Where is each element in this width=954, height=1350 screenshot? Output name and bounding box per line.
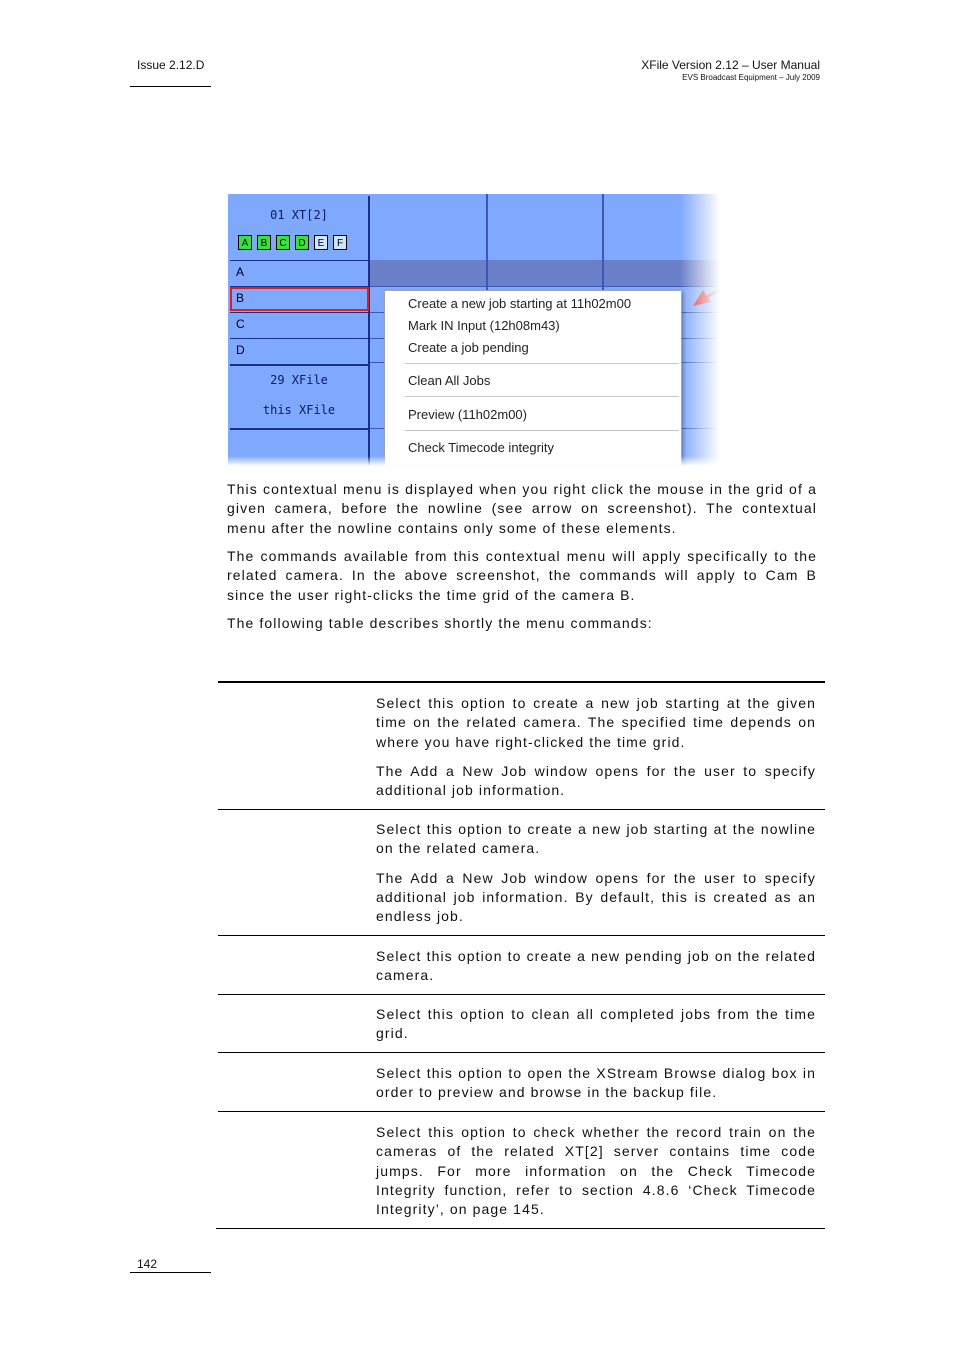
menu-separator bbox=[405, 363, 679, 364]
table-row-rule bbox=[218, 994, 825, 995]
menu-check-timecode[interactable]: Check Timecode integrity bbox=[408, 440, 554, 455]
menu-create-job-pending[interactable]: Create a job pending bbox=[408, 340, 529, 355]
table-row bbox=[376, 820, 816, 936]
table-row bbox=[376, 694, 816, 810]
menu-separator bbox=[405, 430, 679, 431]
channel-chip-a[interactable]: A bbox=[238, 235, 252, 250]
row-check-timecode-desc: Select this option to check whether the record train on the cameras of the related XT[2] server contains time code jumps. For more information on the Check Timecode Integrity function, refer to section 4.8.6 ‘Check Timecode Integrity’, on page 145. bbox=[376, 1124, 816, 1218]
screenshot-fade-bottom bbox=[228, 456, 720, 466]
this-xfile-label: this XFile bbox=[262, 403, 336, 417]
row-create-new-job-desc: Select this option to create a new job starting at the given time on the related camera. The specified time depends on where you have right-clicked the time grid. bbox=[376, 695, 816, 750]
grid-row-line bbox=[370, 286, 720, 287]
panel-divider bbox=[230, 338, 368, 339]
header-rule bbox=[130, 86, 211, 87]
camera-row-d[interactable]: D bbox=[236, 343, 245, 357]
panel-divider bbox=[230, 428, 368, 430]
camera-row-c[interactable]: C bbox=[236, 317, 245, 331]
channel-chip-e[interactable]: E bbox=[314, 235, 328, 250]
channel-chip-c[interactable]: C bbox=[276, 235, 290, 250]
panel-divider bbox=[230, 364, 368, 366]
menu-create-new-job[interactable]: Create a new job starting at 11h02m00 bbox=[408, 296, 632, 311]
selected-camera-highlight bbox=[230, 287, 369, 311]
table-row bbox=[376, 1005, 816, 1054]
table-row bbox=[376, 1064, 816, 1113]
row-job-pending-desc: Select this option to create a new pending job on the related camera. bbox=[376, 948, 816, 984]
menu-clean-all-jobs[interactable]: Clean All Jobs bbox=[408, 373, 491, 388]
table-row-rule bbox=[218, 1052, 825, 1053]
server-label: 01 XT[2] bbox=[270, 208, 328, 222]
header-right bbox=[641, 58, 820, 82]
row-mark-in-note: The Add a New Job window opens for the user to specify additional job information. By default, this is created as an endless job. bbox=[376, 869, 816, 925]
table-row-rule bbox=[218, 1111, 825, 1112]
context-menu bbox=[384, 290, 682, 466]
issue-label: Issue 2.12.D bbox=[137, 58, 205, 72]
menu-mark-in-input[interactable]: Mark IN Input (12h08m43) bbox=[408, 318, 560, 333]
table-bottom-rule bbox=[216, 1228, 825, 1229]
camera-row-a[interactable]: A bbox=[236, 265, 245, 279]
page-number: 142 bbox=[137, 1257, 158, 1271]
row-clean-all-desc: Select this option to clean all completed jobs from the time grid. bbox=[376, 1006, 816, 1042]
paragraph-table-intro: The following table describes shortly the menu commands: bbox=[227, 615, 653, 631]
panel-divider bbox=[230, 312, 368, 313]
table-row bbox=[376, 1123, 816, 1229]
manual-title: XFile Version 2.12 – User Manual bbox=[641, 58, 820, 72]
paragraph-commands: The commands available from this contextual menu will apply specifically to the related camera. In the above screenshot, the commands will apply to Cam B since the user right-clicks the time grid of the camera B. bbox=[227, 548, 817, 603]
screenshot-fade bbox=[680, 194, 720, 466]
grid-row-highlight bbox=[370, 260, 720, 286]
channel-chip-f[interactable]: F bbox=[333, 235, 347, 250]
footer-rule bbox=[130, 1272, 211, 1273]
row-mark-in-desc: Select this option to create a new job starting at the nowline on the related camera. bbox=[376, 821, 816, 857]
channel-chip-b[interactable]: B bbox=[257, 235, 271, 250]
row-create-new-job-note: The Add a New Job window opens for the user to specify additional job information. bbox=[376, 762, 816, 799]
table-top-rule bbox=[218, 681, 825, 683]
paragraph-intro: This contextual menu is displayed when you right click the mouse in the grid of a given camera, before the nowline (see arrow on screenshot). The contextual menu after the nowline contains only some of these elements. bbox=[227, 481, 817, 536]
menu-separator bbox=[405, 396, 679, 397]
table-row bbox=[376, 947, 816, 996]
context-menu-screenshot bbox=[228, 194, 720, 466]
menu-preview[interactable]: Preview (11h02m00) bbox=[408, 407, 527, 422]
table-row-rule bbox=[218, 935, 825, 936]
row-preview-desc: Select this option to open the XStream Browse dialog box in order to preview and browse in the backup file. bbox=[376, 1065, 816, 1101]
manual-subtitle: EVS Broadcast Equipment – July 2009 bbox=[682, 73, 820, 82]
xfile-label: 29 XFile bbox=[270, 373, 328, 387]
camera-row-b[interactable]: B bbox=[236, 291, 245, 305]
camera-panel bbox=[230, 196, 370, 466]
channel-chip-d[interactable]: D bbox=[295, 235, 309, 250]
table-row-rule bbox=[218, 809, 825, 810]
channel-chips bbox=[238, 235, 347, 250]
panel-divider bbox=[230, 260, 368, 261]
